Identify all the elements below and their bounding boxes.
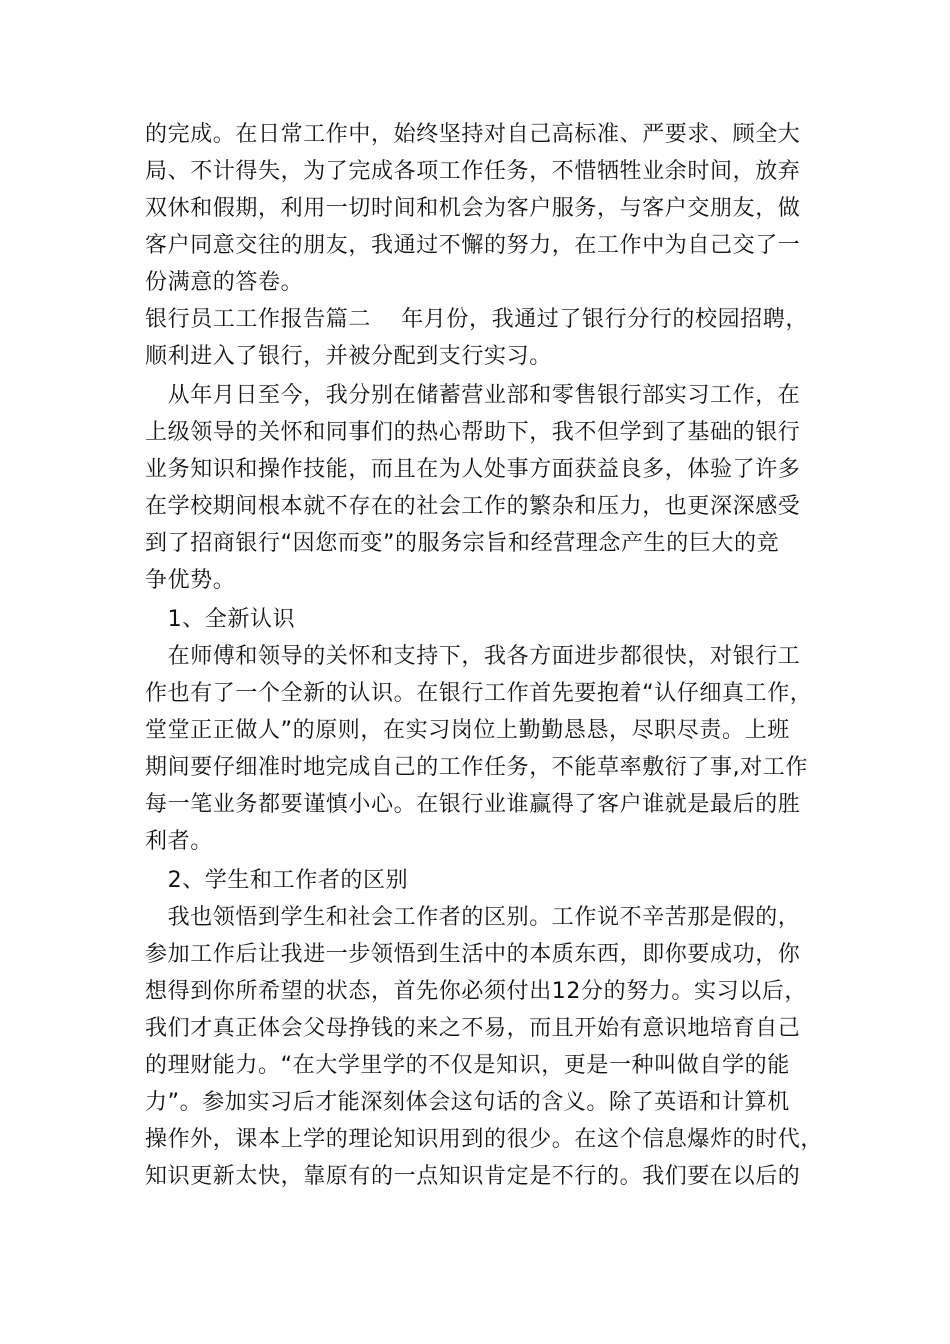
text-line: 在师傅和领导的关怀和支持下，我各方面进步都很快，对银行工 (145, 644, 801, 669)
subheading-line: 2、学生和工作者的区别 (145, 868, 409, 893)
text-line: 顺利进入了银行，并被分配到支行实习。 (145, 344, 552, 369)
text-line: 力”。参加实习后才能深刻体会这句话的含义。除了英语和计算机 (145, 1090, 790, 1115)
text-line: 操作外，课本上学的理论知识用到的很少。在这个信息爆炸的时代， (145, 1127, 824, 1152)
text-line: 想得到你所希望的状态，首先你必须付出12分的努力。实习以后， (145, 979, 807, 1004)
text-line: 局、不计得失，为了完成各项工作任务，不惜牺牲业余时间，放弃 (145, 159, 801, 184)
text-line: 业务知识和操作技能，而且在为人处事方面获益良多，体验了许多 (145, 457, 801, 482)
text-line: 我们才真正体会父母挣钱的来之不易，而且开始有意识地培育自己 (145, 1016, 801, 1041)
text-line: 客户同意交往的朋友，我通过不懈的努力，在工作中为自己交了一 (145, 233, 801, 258)
text-line: 在学校期间根本就不存在的社会工作的繁杂和压力，也更深深感受 (145, 494, 801, 519)
section-heading-line: 银行员工工作报告篇二 年月份，我通过了银行分行的校园招聘， (145, 307, 808, 332)
text-line: 知识更新太快，靠原有的一点知识肯定是不行的。我们要在以后的 (145, 1164, 801, 1189)
subheading-line: 1、全新认识 (145, 607, 296, 632)
text-line: 双休和假期，利用一切时间和机会为客户服务，与客户交朋友，做 (145, 196, 801, 221)
text-line: 上级领导的关怀和同事们的热心帮助下，我不但学到了基础的银行 (145, 420, 801, 445)
text-line: 每一笔业务都要谨慎小心。在银行业谁赢得了客户谁就是最后的胜 (145, 792, 801, 817)
text-line: 的理财能力。“在大学里学的不仅是知识，更是一种叫做自学的能 (145, 1053, 790, 1078)
text-line: 的完成。在日常工作中，始终坚持对自己高标准、严要求、顾全大 (145, 122, 801, 147)
text-line: 参加工作后让我进一步领悟到生活中的本质东西，即你要成功，你 (145, 942, 801, 967)
text-line: 期间要仔细准时地完成自己的工作任务，不能草率敷衍了事,对工作 (145, 755, 808, 780)
text-line: 份满意的答卷。 (145, 270, 304, 295)
text-line: 我也领悟到学生和社会工作者的区别。工作说不辛苦那是假的， (145, 905, 801, 930)
text-line: 到了招商银行“因您而变”的服务宗旨和经营理念产生的巨大的竞 (145, 531, 780, 556)
text-line: 利者。 (145, 829, 213, 854)
text-line: 争优势。 (145, 568, 236, 593)
text-line: 作也有了一个全新的认识。在银行工作首先要抱着“认仔细真工作， (145, 681, 813, 706)
text-line: 堂堂正正做人”的原则，在实习岗位上勤勤恳恳，尽职尽责。上班 (145, 718, 790, 743)
text-line: 从年月日至今，我分别在储蓄营业部和零售银行部实习工作，在 (145, 383, 801, 408)
